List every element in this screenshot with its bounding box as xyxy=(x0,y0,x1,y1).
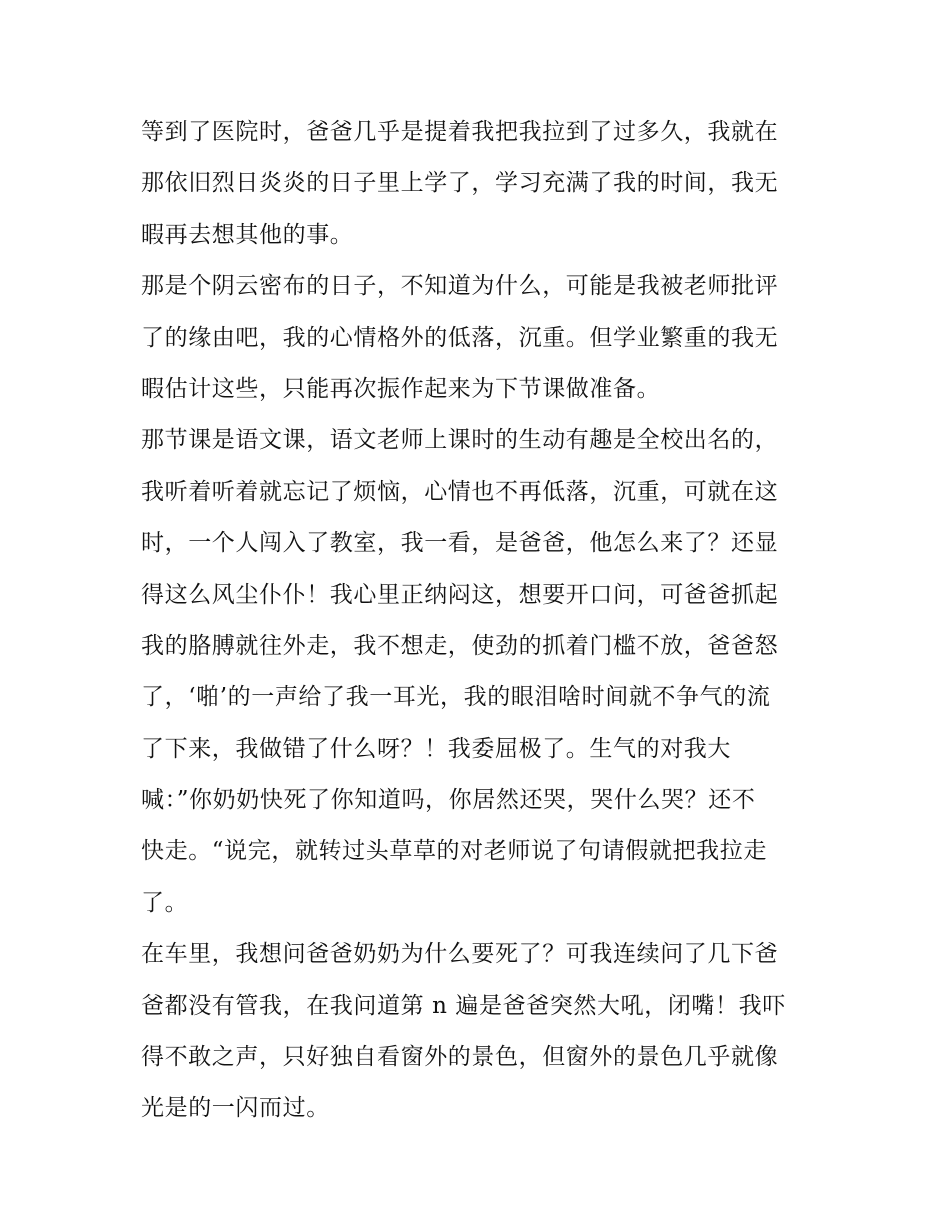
text-line: 爸都没有管我，在我问道第 n 遍是爸爸突然大吼，闭嘴！我吓 xyxy=(141,992,786,1019)
text-line: 了的缘由吧，我的心情格外的低落，沉重。但学业繁重的我无 xyxy=(141,324,779,351)
text-line: 那依旧烈日炎炎的日子里上学了，学习充满了我的时间，我无 xyxy=(141,170,779,197)
text-line: 暇估计这些，只能再次振作起来为下节课做准备。 xyxy=(141,375,661,402)
text-line: 得这么风尘仆仆！我心里正纳闷这，想要开口问，可爸爸抓起 xyxy=(141,581,779,608)
text-line: 喊：”你奶奶快死了你知道吗，你居然还哭，哭什么哭？还不 xyxy=(141,787,756,814)
text-line: 暇再去想其他的事。 xyxy=(141,221,354,248)
text-line: 那是个阴云密布的日子，不知道为什么，可能是我被老师批评 xyxy=(141,273,779,300)
text-line: 我的胳膊就往外走，我不想走，使劲的抓着门槛不放，爸爸怒 xyxy=(141,632,779,659)
text-line: 光是的一闪而过。 xyxy=(141,1095,330,1122)
text-line: 我听着听着就忘记了烦恼，心情也不再低落，沉重，可就在这 xyxy=(141,478,779,505)
text-line: 了，‘啪’的一声给了我一耳光，我的眼泪啥时间就不争气的流 xyxy=(141,684,771,711)
text-line: 等到了医院时，爸爸几乎是提着我把我拉到了过多久，我就在 xyxy=(141,119,779,145)
document-body xyxy=(141,107,821,1135)
text-line: 得不敢之声，只好独自看窗外的景色，但窗外的景色几乎就像 xyxy=(141,1044,779,1071)
text-line: 那节课是语文课，语文老师上课时的生动有趣是全校出名的， xyxy=(141,427,779,454)
text-line: 了下来，我做错了什么呀？！我委屈极了。生气的对我大 xyxy=(141,735,731,762)
text-line: 了。 xyxy=(141,889,189,916)
text-line: 快走。“说完，就转过头草草的对老师说了句请假就把我拉走 xyxy=(141,838,767,865)
text-line: 时，一个人闯入了教室，我一看，是爸爸，他怎么来了？还显 xyxy=(141,530,779,557)
text-line: 在车里，我想问爸爸奶奶为什么要死了？可我连续问了几下爸 xyxy=(141,941,779,968)
